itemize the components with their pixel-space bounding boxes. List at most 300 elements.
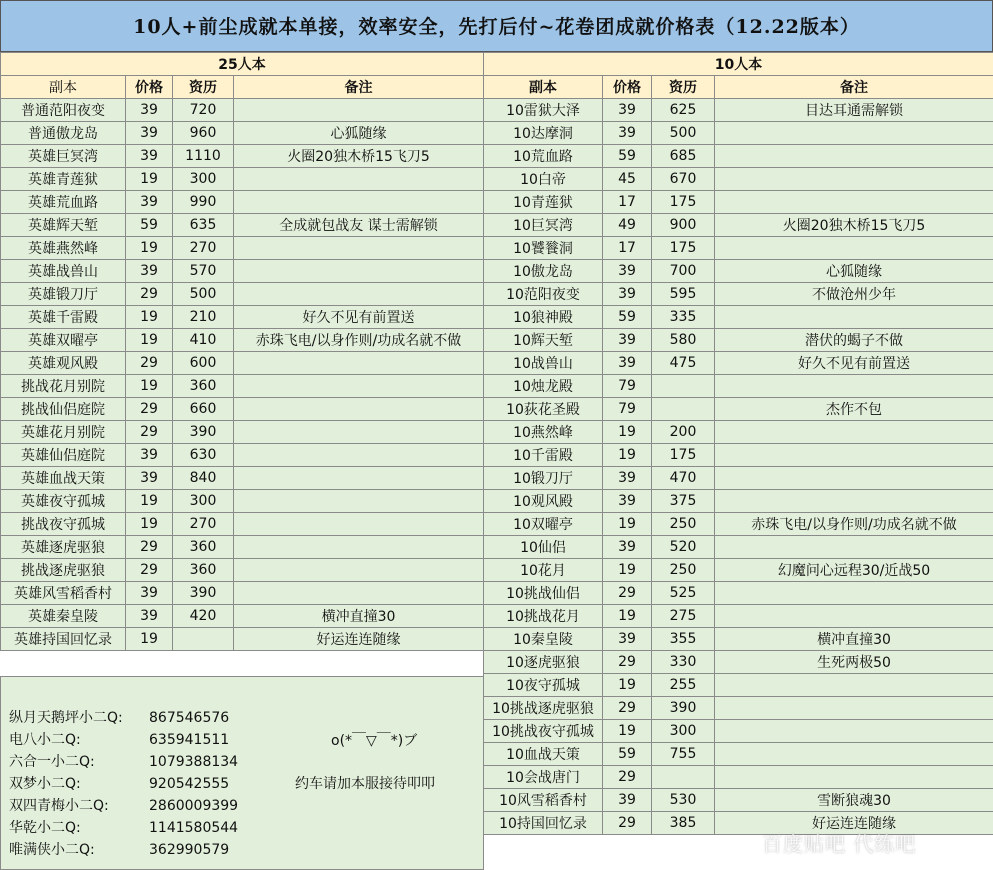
dungeon-name-cell: 10花月 bbox=[484, 559, 603, 582]
seniority-cell bbox=[652, 766, 715, 789]
remark-cell bbox=[715, 766, 993, 789]
dungeon-name-cell: 10秦皇陵 bbox=[484, 628, 603, 651]
table-row bbox=[484, 582, 993, 605]
seniority-cell: 625 bbox=[652, 99, 715, 122]
dungeon-name-cell: 10巨冥湾 bbox=[484, 214, 603, 237]
column-header: 价格 bbox=[126, 76, 173, 99]
price-cell: 39 bbox=[603, 352, 652, 375]
price-cell: 59 bbox=[603, 306, 652, 329]
seniority-cell: 990 bbox=[173, 191, 234, 214]
remark-cell bbox=[234, 237, 484, 260]
dungeon-name-cell: 10双曜亭 bbox=[484, 513, 603, 536]
contact-item bbox=[9, 817, 238, 837]
column-header: 资历 bbox=[173, 76, 234, 99]
dungeon-name-cell: 英雄持国回忆录 bbox=[1, 628, 126, 651]
remark-cell: 杰作不包 bbox=[715, 398, 993, 421]
remark-cell bbox=[715, 168, 993, 191]
seniority-cell: 520 bbox=[652, 536, 715, 559]
seniority-cell: 1110 bbox=[173, 145, 234, 168]
remark-cell bbox=[715, 191, 993, 214]
table-row bbox=[1, 99, 484, 122]
remark-cell bbox=[715, 582, 993, 605]
remark-cell: 赤珠飞电/以身作则/功成名就不做 bbox=[715, 513, 993, 536]
contact-qq: 362990579 bbox=[149, 842, 230, 858]
table-row bbox=[484, 421, 993, 444]
column-header: 备注 bbox=[234, 76, 484, 99]
dungeon-name-cell: 10傲龙岛 bbox=[484, 260, 603, 283]
price-cell: 79 bbox=[603, 375, 652, 398]
dungeon-name-cell: 挑战夜守孤城 bbox=[1, 513, 126, 536]
dungeon-name-cell: 英雄青莲狱 bbox=[1, 168, 126, 191]
seniority-cell: 525 bbox=[652, 582, 715, 605]
remark-cell bbox=[715, 743, 993, 766]
table-row bbox=[484, 260, 993, 283]
seniority-cell: 175 bbox=[652, 444, 715, 467]
price-cell: 39 bbox=[603, 122, 652, 145]
remark-cell bbox=[715, 490, 993, 513]
price-cell: 19 bbox=[603, 605, 652, 628]
dungeon-name-cell: 10挑战夜守孤城 bbox=[484, 720, 603, 743]
dungeon-name-cell: 10青莲狱 bbox=[484, 191, 603, 214]
dungeon-name-cell: 10达摩洞 bbox=[484, 122, 603, 145]
contact-qq: 2860009399 bbox=[149, 798, 239, 814]
price-cell: 79 bbox=[603, 398, 652, 421]
remark-cell bbox=[715, 674, 993, 697]
remark-cell bbox=[234, 559, 484, 582]
dungeon-name-cell: 英雄辉天堑 bbox=[1, 214, 126, 237]
contact-qq: 1079388134 bbox=[149, 754, 239, 770]
table-row bbox=[484, 674, 993, 697]
contact-item bbox=[9, 729, 229, 749]
table-row bbox=[484, 513, 993, 536]
dungeon-name-cell: 英雄燕然峰 bbox=[1, 237, 126, 260]
table-row bbox=[1, 375, 484, 398]
dungeon-name-cell: 10夜守孤城 bbox=[484, 674, 603, 697]
price-cell: 59 bbox=[126, 214, 173, 237]
price-cell: 39 bbox=[126, 260, 173, 283]
price-cell: 19 bbox=[126, 375, 173, 398]
table-row bbox=[1, 398, 484, 421]
price-cell: 39 bbox=[126, 99, 173, 122]
seniority-cell: 390 bbox=[173, 582, 234, 605]
remark-cell: 雪断狼魂30 bbox=[715, 789, 993, 812]
seniority-cell: 175 bbox=[652, 237, 715, 260]
remark-cell: 全成就包战友 谋士需解锁 bbox=[234, 214, 484, 237]
price-cell: 39 bbox=[126, 191, 173, 214]
table-row bbox=[484, 789, 993, 812]
seniority-cell: 175 bbox=[652, 191, 715, 214]
table-row bbox=[484, 651, 993, 674]
remark-cell: 好久不见有前置送 bbox=[234, 306, 484, 329]
table-row bbox=[484, 168, 993, 191]
dungeon-name-cell: 英雄双曜亭 bbox=[1, 329, 126, 352]
dungeon-name-cell: 10荒血路 bbox=[484, 145, 603, 168]
section-header: 25人本 bbox=[1, 53, 484, 76]
price-cell: 59 bbox=[603, 743, 652, 766]
remark-cell bbox=[234, 283, 484, 306]
dungeon-name-cell: 英雄夜守孤城 bbox=[1, 490, 126, 513]
dungeon-name-cell: 普通范阳夜变 bbox=[1, 99, 126, 122]
contact-name: 华乾小二Q: bbox=[9, 820, 81, 836]
seniority-cell: 250 bbox=[652, 513, 715, 536]
price-cell: 29 bbox=[126, 283, 173, 306]
price-cell: 19 bbox=[603, 513, 652, 536]
seniority-cell: 210 bbox=[173, 306, 234, 329]
remark-cell: 好运连连随缘 bbox=[715, 812, 993, 835]
dungeon-name-cell: 10风雪稻香村 bbox=[484, 789, 603, 812]
price-cell: 29 bbox=[126, 559, 173, 582]
table-row bbox=[484, 536, 993, 559]
price-cell: 29 bbox=[126, 536, 173, 559]
table-row bbox=[1, 513, 484, 536]
table-row bbox=[1, 122, 484, 145]
dungeon-name-cell: 10雷狱大泽 bbox=[484, 99, 603, 122]
price-cell: 39 bbox=[126, 467, 173, 490]
seniority-cell: 670 bbox=[652, 168, 715, 191]
table-row bbox=[1, 145, 484, 168]
table-row bbox=[1, 214, 484, 237]
dungeon-name-cell: 英雄巨冥湾 bbox=[1, 145, 126, 168]
table-row bbox=[1, 536, 484, 559]
remark-cell: 幻魔问心远程30/近战50 bbox=[715, 559, 993, 582]
table-row bbox=[1, 168, 484, 191]
dungeon-name-cell: 英雄荒血路 bbox=[1, 191, 126, 214]
remark-cell: 心狐随缘 bbox=[234, 122, 484, 145]
table-row bbox=[1, 582, 484, 605]
dungeon-name-cell: 10挑战仙侣 bbox=[484, 582, 603, 605]
contact-item bbox=[9, 751, 238, 771]
price-cell: 19 bbox=[126, 628, 173, 651]
seniority-cell: 255 bbox=[652, 674, 715, 697]
price-cell: 39 bbox=[603, 628, 652, 651]
contact-note: 约车请加本服接待叩叩 bbox=[295, 776, 435, 792]
remark-cell: 横冲直撞30 bbox=[715, 628, 993, 651]
column-header: 副本 bbox=[484, 76, 603, 99]
emoticon: o(*￣▽￣*)ブ bbox=[331, 733, 418, 749]
table-row bbox=[1, 490, 484, 513]
seniority-cell: 250 bbox=[652, 559, 715, 582]
column-header: 副本 bbox=[1, 76, 126, 99]
price-cell: 19 bbox=[126, 306, 173, 329]
table-row bbox=[1, 260, 484, 283]
dungeon-name-cell: 10荻花圣殿 bbox=[484, 398, 603, 421]
remark-cell bbox=[234, 398, 484, 421]
dungeon-name-cell: 10仙侣 bbox=[484, 536, 603, 559]
dungeon-name-cell: 英雄战兽山 bbox=[1, 260, 126, 283]
contact-name: 唯满侠小二Q: bbox=[9, 842, 95, 858]
remark-cell: 潜伏的蝎子不做 bbox=[715, 329, 993, 352]
dungeon-name-cell: 英雄仙侣庭院 bbox=[1, 444, 126, 467]
price-cell: 17 bbox=[603, 237, 652, 260]
seniority-cell: 360 bbox=[173, 559, 234, 582]
contact-name: 六合一小二Q: bbox=[9, 754, 95, 770]
dungeon-name-cell: 10范阳夜变 bbox=[484, 283, 603, 306]
price-cell: 39 bbox=[126, 444, 173, 467]
price-cell: 19 bbox=[603, 559, 652, 582]
price-cell: 39 bbox=[126, 122, 173, 145]
seniority-cell: 385 bbox=[652, 812, 715, 835]
price-cell: 39 bbox=[603, 467, 652, 490]
remark-cell: 赤珠飞电/以身作则/功成名就不做 bbox=[234, 329, 484, 352]
dungeon-name-cell: 10饕餮洞 bbox=[484, 237, 603, 260]
price-cell: 39 bbox=[603, 789, 652, 812]
dungeon-name-cell: 10逐虎驱狼 bbox=[484, 651, 603, 674]
remark-cell bbox=[715, 605, 993, 628]
seniority-cell: 660 bbox=[173, 398, 234, 421]
price-cell: 39 bbox=[603, 283, 652, 306]
remark-cell: 心狐随缘 bbox=[715, 260, 993, 283]
price-cell: 19 bbox=[603, 720, 652, 743]
remark-cell bbox=[234, 168, 484, 191]
contact-item bbox=[9, 773, 229, 793]
price-cell: 39 bbox=[603, 536, 652, 559]
table-row bbox=[484, 605, 993, 628]
column-header: 资历 bbox=[652, 76, 715, 99]
price-cell: 29 bbox=[126, 352, 173, 375]
price-cell: 29 bbox=[126, 421, 173, 444]
remark-cell bbox=[715, 306, 993, 329]
price-cell: 29 bbox=[603, 651, 652, 674]
table-row bbox=[484, 352, 993, 375]
section-header: 10人本 bbox=[484, 53, 993, 76]
remark-cell bbox=[715, 536, 993, 559]
table-10-player bbox=[483, 52, 993, 835]
seniority-cell: 390 bbox=[652, 697, 715, 720]
column-header: 价格 bbox=[603, 76, 652, 99]
table-row bbox=[1, 421, 484, 444]
column-header: 备注 bbox=[715, 76, 993, 99]
table-row bbox=[484, 145, 993, 168]
seniority-cell bbox=[173, 628, 234, 651]
dungeon-name-cell: 英雄血战天策 bbox=[1, 467, 126, 490]
price-cell: 19 bbox=[603, 444, 652, 467]
seniority-cell: 530 bbox=[652, 789, 715, 812]
dungeon-name-cell: 10白帝 bbox=[484, 168, 603, 191]
table-row bbox=[484, 375, 993, 398]
seniority-cell bbox=[652, 375, 715, 398]
table-row bbox=[484, 306, 993, 329]
seniority-cell: 355 bbox=[652, 628, 715, 651]
watermark: 百度贴吧 代练吧 bbox=[762, 832, 917, 856]
table-row bbox=[484, 99, 993, 122]
price-cell: 29 bbox=[603, 582, 652, 605]
seniority-cell: 275 bbox=[652, 605, 715, 628]
table-row bbox=[484, 237, 993, 260]
table-row bbox=[1, 467, 484, 490]
contact-item bbox=[9, 795, 238, 815]
remark-cell bbox=[715, 444, 993, 467]
dungeon-name-cell: 英雄花月别院 bbox=[1, 421, 126, 444]
dungeon-name-cell: 10锻刀厅 bbox=[484, 467, 603, 490]
contact-panel bbox=[0, 676, 484, 870]
seniority-cell: 360 bbox=[173, 536, 234, 559]
remark-cell bbox=[234, 260, 484, 283]
seniority-cell: 330 bbox=[652, 651, 715, 674]
price-cell: 19 bbox=[603, 421, 652, 444]
remark-cell: 火圈20独木桥15飞刀5 bbox=[234, 145, 484, 168]
table-row bbox=[484, 628, 993, 651]
dungeon-name-cell: 10战兽山 bbox=[484, 352, 603, 375]
remark-cell bbox=[234, 490, 484, 513]
seniority-cell: 960 bbox=[173, 122, 234, 145]
remark-cell bbox=[234, 375, 484, 398]
price-cell: 39 bbox=[126, 145, 173, 168]
remark-cell bbox=[234, 421, 484, 444]
price-cell: 39 bbox=[126, 582, 173, 605]
table-row bbox=[484, 329, 993, 352]
remark-cell: 好运连连随缘 bbox=[234, 628, 484, 651]
table-row bbox=[1, 444, 484, 467]
seniority-cell: 300 bbox=[173, 168, 234, 191]
seniority-cell: 270 bbox=[173, 237, 234, 260]
seniority-cell: 420 bbox=[173, 605, 234, 628]
contact-name: 纵月天鹅坪小二Q: bbox=[9, 710, 123, 726]
remark-cell bbox=[234, 444, 484, 467]
seniority-cell: 375 bbox=[652, 490, 715, 513]
dungeon-name-cell: 10辉天堑 bbox=[484, 329, 603, 352]
seniority-cell: 600 bbox=[173, 352, 234, 375]
remark-cell bbox=[234, 191, 484, 214]
table-row bbox=[484, 766, 993, 789]
table-row bbox=[1, 306, 484, 329]
table-row bbox=[484, 743, 993, 766]
contact-item bbox=[9, 707, 229, 727]
remark-cell bbox=[715, 122, 993, 145]
seniority-cell: 500 bbox=[652, 122, 715, 145]
price-cell: 19 bbox=[126, 329, 173, 352]
seniority-cell: 755 bbox=[652, 743, 715, 766]
contact-name: 双四青梅小二Q: bbox=[9, 798, 109, 814]
dungeon-name-cell: 10烛龙殿 bbox=[484, 375, 603, 398]
price-cell: 39 bbox=[603, 329, 652, 352]
price-cell: 39 bbox=[603, 99, 652, 122]
contact-name: 双梦小二Q: bbox=[9, 776, 81, 792]
price-cell: 29 bbox=[126, 398, 173, 421]
table-row bbox=[1, 283, 484, 306]
price-cell: 29 bbox=[603, 812, 652, 835]
price-cell: 19 bbox=[126, 237, 173, 260]
contact-qq: 635941511 bbox=[149, 732, 230, 748]
dungeon-name-cell: 英雄秦皇陵 bbox=[1, 605, 126, 628]
remark-cell: 火圈20独木桥15飞刀5 bbox=[715, 214, 993, 237]
remark-cell bbox=[234, 352, 484, 375]
table-25-player bbox=[0, 52, 484, 651]
seniority-cell: 200 bbox=[652, 421, 715, 444]
table-row bbox=[1, 329, 484, 352]
seniority-cell: 360 bbox=[173, 375, 234, 398]
table-row bbox=[484, 720, 993, 743]
dungeon-name-cell: 普通傲龙岛 bbox=[1, 122, 126, 145]
remark-cell bbox=[715, 720, 993, 743]
dungeon-name-cell: 英雄锻刀厅 bbox=[1, 283, 126, 306]
dungeon-name-cell: 10血战天策 bbox=[484, 743, 603, 766]
contact-item bbox=[9, 839, 229, 859]
seniority-cell: 390 bbox=[173, 421, 234, 444]
seniority-cell: 635 bbox=[173, 214, 234, 237]
remark-cell bbox=[234, 582, 484, 605]
dungeon-name-cell: 10会战唐门 bbox=[484, 766, 603, 789]
price-cell: 29 bbox=[603, 766, 652, 789]
remark-cell: 目达耳通需解锁 bbox=[715, 99, 993, 122]
remark-cell: 横冲直撞30 bbox=[234, 605, 484, 628]
table-row bbox=[484, 444, 993, 467]
table-row bbox=[484, 559, 993, 582]
seniority-cell: 580 bbox=[652, 329, 715, 352]
table-row bbox=[484, 398, 993, 421]
seniority-cell bbox=[652, 398, 715, 421]
table-row bbox=[484, 490, 993, 513]
price-cell: 17 bbox=[603, 191, 652, 214]
remark-cell bbox=[715, 145, 993, 168]
price-cell: 59 bbox=[603, 145, 652, 168]
price-cell: 39 bbox=[603, 260, 652, 283]
seniority-cell: 900 bbox=[652, 214, 715, 237]
dungeon-name-cell: 英雄千雷殿 bbox=[1, 306, 126, 329]
price-cell: 19 bbox=[126, 168, 173, 191]
price-cell: 29 bbox=[603, 697, 652, 720]
price-cell: 19 bbox=[126, 513, 173, 536]
remark-cell: 好久不见有前置送 bbox=[715, 352, 993, 375]
price-cell: 19 bbox=[126, 490, 173, 513]
dungeon-name-cell: 挑战花月别院 bbox=[1, 375, 126, 398]
remark-cell bbox=[234, 513, 484, 536]
remark-cell bbox=[234, 536, 484, 559]
table-row bbox=[484, 467, 993, 490]
contact-qq: 867546576 bbox=[149, 710, 230, 726]
remark-cell bbox=[234, 467, 484, 490]
table-row bbox=[1, 191, 484, 214]
dungeon-name-cell: 英雄观风殿 bbox=[1, 352, 126, 375]
dungeon-name-cell: 10燕然峰 bbox=[484, 421, 603, 444]
seniority-cell: 700 bbox=[652, 260, 715, 283]
contact-qq: 920542555 bbox=[149, 776, 230, 792]
table-row bbox=[484, 191, 993, 214]
table-row bbox=[484, 122, 993, 145]
seniority-cell: 500 bbox=[173, 283, 234, 306]
seniority-cell: 470 bbox=[652, 467, 715, 490]
table-row bbox=[1, 352, 484, 375]
dungeon-name-cell: 10千雷殿 bbox=[484, 444, 603, 467]
dungeon-name-cell: 10挑战花月 bbox=[484, 605, 603, 628]
contact-qq: 1141580544 bbox=[149, 820, 239, 836]
dungeon-name-cell: 挑战逐虎驱狼 bbox=[1, 559, 126, 582]
seniority-cell: 840 bbox=[173, 467, 234, 490]
price-cell: 39 bbox=[126, 605, 173, 628]
seniority-cell: 720 bbox=[173, 99, 234, 122]
remark-cell bbox=[715, 697, 993, 720]
table-row bbox=[1, 605, 484, 628]
table-row bbox=[484, 697, 993, 720]
remark-cell: 不做沧州少年 bbox=[715, 283, 993, 306]
dungeon-name-cell: 挑战仙侣庭院 bbox=[1, 398, 126, 421]
sheet-title: 10人+前尘成就本单接，效率安全，先打后付~花卷团成就价格表（12.22版本） bbox=[0, 0, 993, 52]
seniority-cell: 630 bbox=[173, 444, 234, 467]
price-cell: 49 bbox=[603, 214, 652, 237]
remark-cell bbox=[715, 421, 993, 444]
price-cell: 45 bbox=[603, 168, 652, 191]
remark-cell bbox=[715, 375, 993, 398]
remark-cell: 生死两极50 bbox=[715, 651, 993, 674]
dungeon-name-cell: 10挑战逐虎驱狼 bbox=[484, 697, 603, 720]
dungeon-name-cell: 英雄风雪稻香村 bbox=[1, 582, 126, 605]
table-row bbox=[484, 283, 993, 306]
table-row bbox=[484, 214, 993, 237]
contact-name: 电八小二Q: bbox=[9, 732, 81, 748]
seniority-cell: 685 bbox=[652, 145, 715, 168]
remark-cell bbox=[715, 237, 993, 260]
seniority-cell: 300 bbox=[173, 490, 234, 513]
table-row bbox=[1, 237, 484, 260]
